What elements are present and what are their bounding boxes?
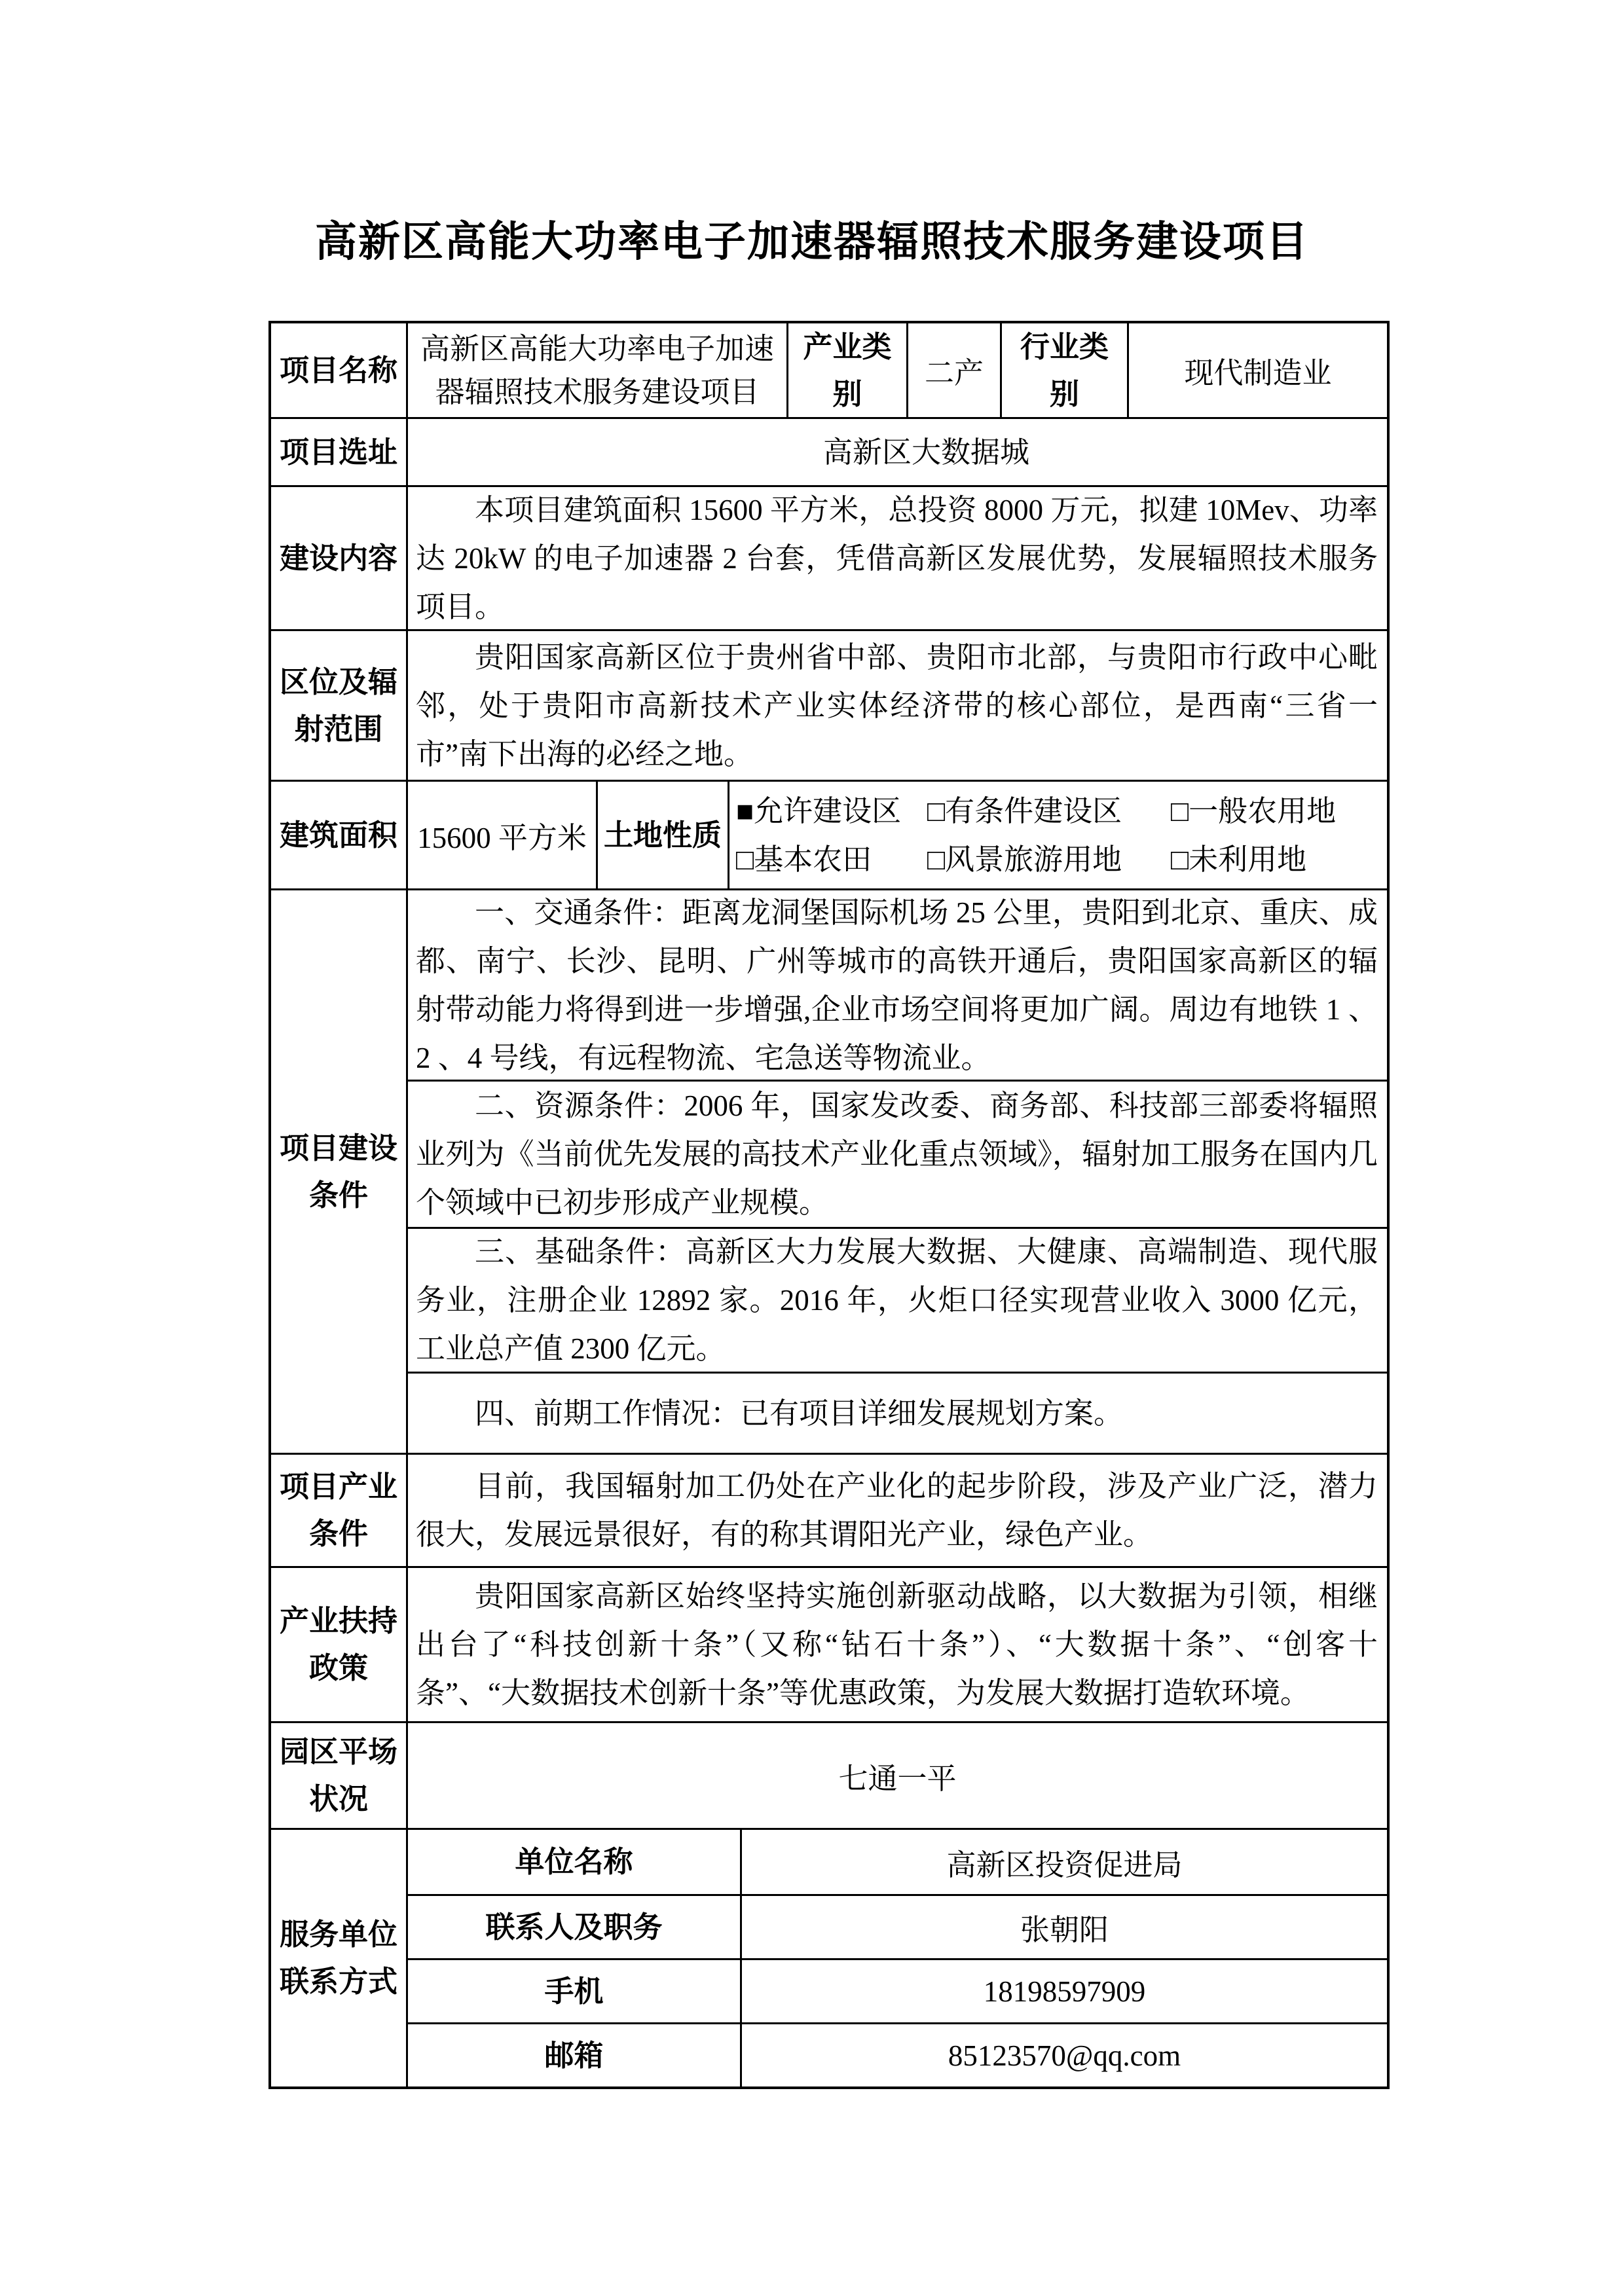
contact-row-unit-name [408, 1830, 1387, 1894]
project-name-value: 高新区高能大功率电子加速器辐照技术服务建设项目 [406, 323, 786, 417]
unit-name-label: 单位名称 [515, 1845, 633, 1878]
row-park-leveling-status [271, 1721, 1387, 1828]
land-option-unused-land: □未利用地 [1171, 843, 1307, 876]
service-unit-contact-label: 服务单位联系方式 [279, 1918, 397, 1998]
condition-foundation-text: 三、基础条件：高新区大力发展大数据、大健康、高端制造、现代服务业，注册企业 12892 家。2016 年，火炬口径实现营业收入 3000 亿元，工业总产值 2300 亿元。 [416, 1235, 1378, 1365]
contact-row-contact-person [408, 1894, 1387, 1958]
land-option-general-farmland: □一般农用地 [1171, 794, 1337, 828]
service-unit-contact-group [406, 1830, 1387, 2086]
construction-conditions-group [406, 890, 1387, 1453]
condition-resources [408, 1080, 1387, 1227]
land-nature-options [728, 782, 1387, 888]
row-construction-content [271, 485, 1387, 629]
document-title: 高新区高能大功率电子加速器辐照技术服务建设项目 [315, 219, 1309, 265]
building-area-value: 15600 平方米 [406, 782, 596, 888]
land-option-scenic-tourism-land: □风景旅游用地 [927, 843, 1122, 876]
land-option-conditional-construction: □有条件建设区 [927, 794, 1122, 828]
row-service-unit-contact [271, 1828, 1387, 2086]
mobile-value: 18198597909 [740, 1960, 1387, 2022]
contact-row-email [408, 2022, 1387, 2086]
construction-content-label: 建设内容 [279, 541, 397, 575]
industry-support-policy-value [406, 1568, 1387, 1721]
project-info-table [268, 321, 1390, 2089]
project-industry-conditions-value [406, 1455, 1387, 1566]
contact-row-mobile [408, 1958, 1387, 2022]
row-project-construction-conditions [271, 888, 1387, 1453]
industry-support-policy-text: 贵阳国家高新区始终坚持实施创新驱动战略，以大数据为引领，相继出台了“科技创新十条”（又称“钻石十条”）、“大数据十条”、“创客十条”、“大数据技术创新十条”等优惠政策，为发展大数据打造软环境。 [416, 1580, 1378, 1709]
row-project-location [271, 417, 1387, 485]
mobile-label: 手机 [544, 1974, 604, 2008]
project-construction-conditions-label: 项目建设条件 [279, 1131, 397, 1212]
land-option-allowed-construction-checked: ■允许建设区 [736, 794, 902, 828]
row-industry-support-policy [271, 1566, 1387, 1721]
project-industry-conditions-text: 目前，我国辐射加工仍处在产业化的起步阶段，涉及产业广泛，潜力很大，发展远景很好，有的称其谓阳光产业，绿色产业。 [416, 1470, 1378, 1551]
condition-traffic-text: 一、交通条件：距离龙洞堡国际机场 25 公里，贵阳到北京、重庆、成都、南宁、长沙、昆明、广州等城市的高铁开通后，贵阳国家高新区的辐射带动能力将得到进一步增强,企业市场空间将更加广阔。周边有地铁 1 、2 、4 号线，有远程物流、宅急送等物流业。 [416, 896, 1378, 1074]
unit-name-value: 高新区投资促进局 [740, 1830, 1387, 1894]
location-radiation-scope-value [406, 631, 1387, 780]
construction-content-value [406, 487, 1387, 629]
land-options-line-1 [736, 787, 1383, 835]
condition-resources-text: 二、资源条件：2006 年，国家发改委、商务部、科技部三部委将辐照业列为《当前优先发展的高技术产业化重点领域》，辐射加工服务在国内几个领域中已初步形成产业规模。 [416, 1089, 1378, 1219]
contact-person-value: 张朝阳 [740, 1896, 1387, 1958]
condition-foundation [408, 1227, 1387, 1372]
row-location-radiation-scope [271, 629, 1387, 780]
sector-category-value: 现代制造业 [1127, 323, 1387, 417]
condition-preliminary-work [408, 1372, 1387, 1453]
park-leveling-status-label: 园区平场状况 [279, 1735, 397, 1815]
contact-person-label: 联系人及职务 [485, 1910, 663, 1944]
location-radiation-scope-text: 贵阳国家高新区位于贵州省中部、贵阳市北部，与贵阳市行政中心毗邻，处于贵阳市高新技术产业实体经济带的核心部位，是西南“三省一市”南下出海的必经之地。 [416, 640, 1378, 771]
park-leveling-status-value: 七通一平 [406, 1723, 1387, 1828]
condition-traffic [408, 890, 1387, 1080]
row-building-area [271, 780, 1387, 888]
location-radiation-scope-label: 区位及辐射范围 [279, 665, 397, 746]
industry-category-label: 产业类别 [786, 323, 906, 417]
land-option-basic-farmland: □基本农田 [736, 843, 872, 876]
condition-preliminary-work-text: 四、前期工作情况：已有项目详细发展规划方案。 [475, 1396, 1124, 1430]
building-area-label: 建筑面积 [279, 818, 397, 852]
email-value: 85123570@qq.com [740, 2024, 1387, 2086]
project-location-label: 项目选址 [279, 435, 397, 469]
land-options-line-2 [736, 835, 1383, 884]
row-project-industry-conditions [271, 1453, 1387, 1566]
industry-category-value: 二产 [906, 323, 1000, 417]
project-location-text: 高新区大数据城 [822, 435, 1029, 469]
email-label: 邮箱 [544, 2038, 604, 2072]
project-name-label: 项目名称 [279, 353, 397, 387]
row-project-name [271, 323, 1387, 417]
project-location-value [406, 419, 1387, 485]
project-industry-conditions-label: 项目产业条件 [279, 1470, 397, 1550]
land-nature-label: 土地性质 [596, 782, 728, 888]
construction-content-text: 本项目建筑面积 15600 平方米，总投资 8000 万元，拟建 10Mev、功率达 20kW 的电子加速器 2 台套，凭借高新区发展优势，发展辐照技术服务项目。 [416, 493, 1378, 623]
industry-support-policy-label: 产业扶持政策 [279, 1604, 397, 1685]
sector-category-label: 行业类别 [1000, 323, 1127, 417]
